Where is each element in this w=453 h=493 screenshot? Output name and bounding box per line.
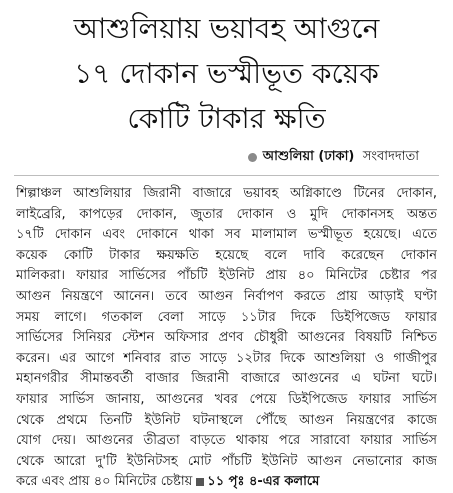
body-line-last — [16, 472, 437, 493]
body-line: সময় লাগে। গতকাল বেলা সাড়ে ১১টার দিকে ডিইপিজেড ফায়ার — [16, 309, 437, 325]
body-line: থেকে প্রথমে তিনটি ইউনিট ঘটনাস্থলে পৌঁছে আগুন নিয়ন্ত্রণের কাজে — [16, 412, 437, 428]
body-line: কয়েক কোটি টাকার ক্ষয়ক্ষতি হয়েছে বলে দাবি করেছেন দোকান — [16, 247, 437, 263]
body-line: যোগ দেয়। আগুনের তীব্রতা বাড়তে থাকায় পরে সারাবো ফায়ার সার্ভিস — [16, 433, 437, 449]
body-line: করেন। এর আগে শনিবার রাত সাড়ে ১২টার দিকে আশুলিয়া ও গাজীপুর — [16, 350, 437, 366]
headline — [14, 6, 439, 141]
divider — [14, 175, 439, 176]
body-line: মহানগরীর সীমান্তবর্তী বাজার জিরানী বাজারে আগুনের এ ঘটনা ঘটে। — [16, 371, 437, 387]
body-line: থেকে আরো দু'টি ইউনিটসহ মোট পাঁচটি ইউনিট আগুন নেভানোর কাজ — [16, 453, 437, 469]
byline-place: আশুলিয়া (ঢাকা) — [262, 148, 355, 164]
byline-text — [263, 147, 419, 168]
body-line: সার্ভিসের সিনিয়র স্টেশন অফিসার প্রণব চৌধুরী আগুনের বিষয়টি নিশ্চিত — [16, 330, 437, 346]
byline-role: সংবাদদাতা — [362, 148, 419, 164]
body-line: শিল্পাঞ্চল আশুলিয়ার জিরানী বাজারে ভয়াবহ অগ্নিকাণ্ডে টিনের দোকান, — [16, 186, 437, 201]
body-line: মালিকরা। ফায়ার সার্ভিসের পাঁচটি ইউনিট প্রায় ৪০ মিনিটের চেষ্টার পর — [16, 268, 437, 284]
headline-line-3: কোটি টাকার ক্ষতি — [127, 102, 326, 135]
bullet-icon — [248, 153, 257, 162]
body-line: লাইব্রেরি, কাপড়ের দোকান, জুতার দোকান ও মুদি দোকানসহ অন্তত — [16, 206, 437, 222]
body-line: ১৭টি দোকান এবং দোকানে থাকা সব মালামাল ভস্মীভূত হয়েছে। এতে — [16, 227, 437, 243]
body-line-last-text: করে এবং প্রায় ৪০ মিনিটের চেষ্টায় — [16, 474, 193, 490]
body-line: আগুন নিয়ন্ত্রণে আনেন। তবে আগুন নির্বাপণ করতে প্রায় আড়াই ঘণ্টা — [16, 288, 437, 304]
square-bullet-icon — [196, 478, 204, 486]
headline-line-2: ১৭ দোকান ভস্মীভূত কয়েক — [74, 57, 379, 90]
continuation-note[interactable] — [196, 474, 319, 489]
continuation-text: ১১ পৃঃ ৪-এর কলামে — [207, 474, 320, 490]
article-body — [14, 184, 439, 493]
byline — [14, 147, 439, 167]
body-line: ফায়ার সার্ভিস জানায়, আগুনের খবর পেয়ে ডিইপিজেড ফায়ার সার্ভিস — [16, 391, 437, 407]
headline-line-1: আশুলিয়ায় ভয়াবহ আগুনে — [73, 12, 380, 45]
